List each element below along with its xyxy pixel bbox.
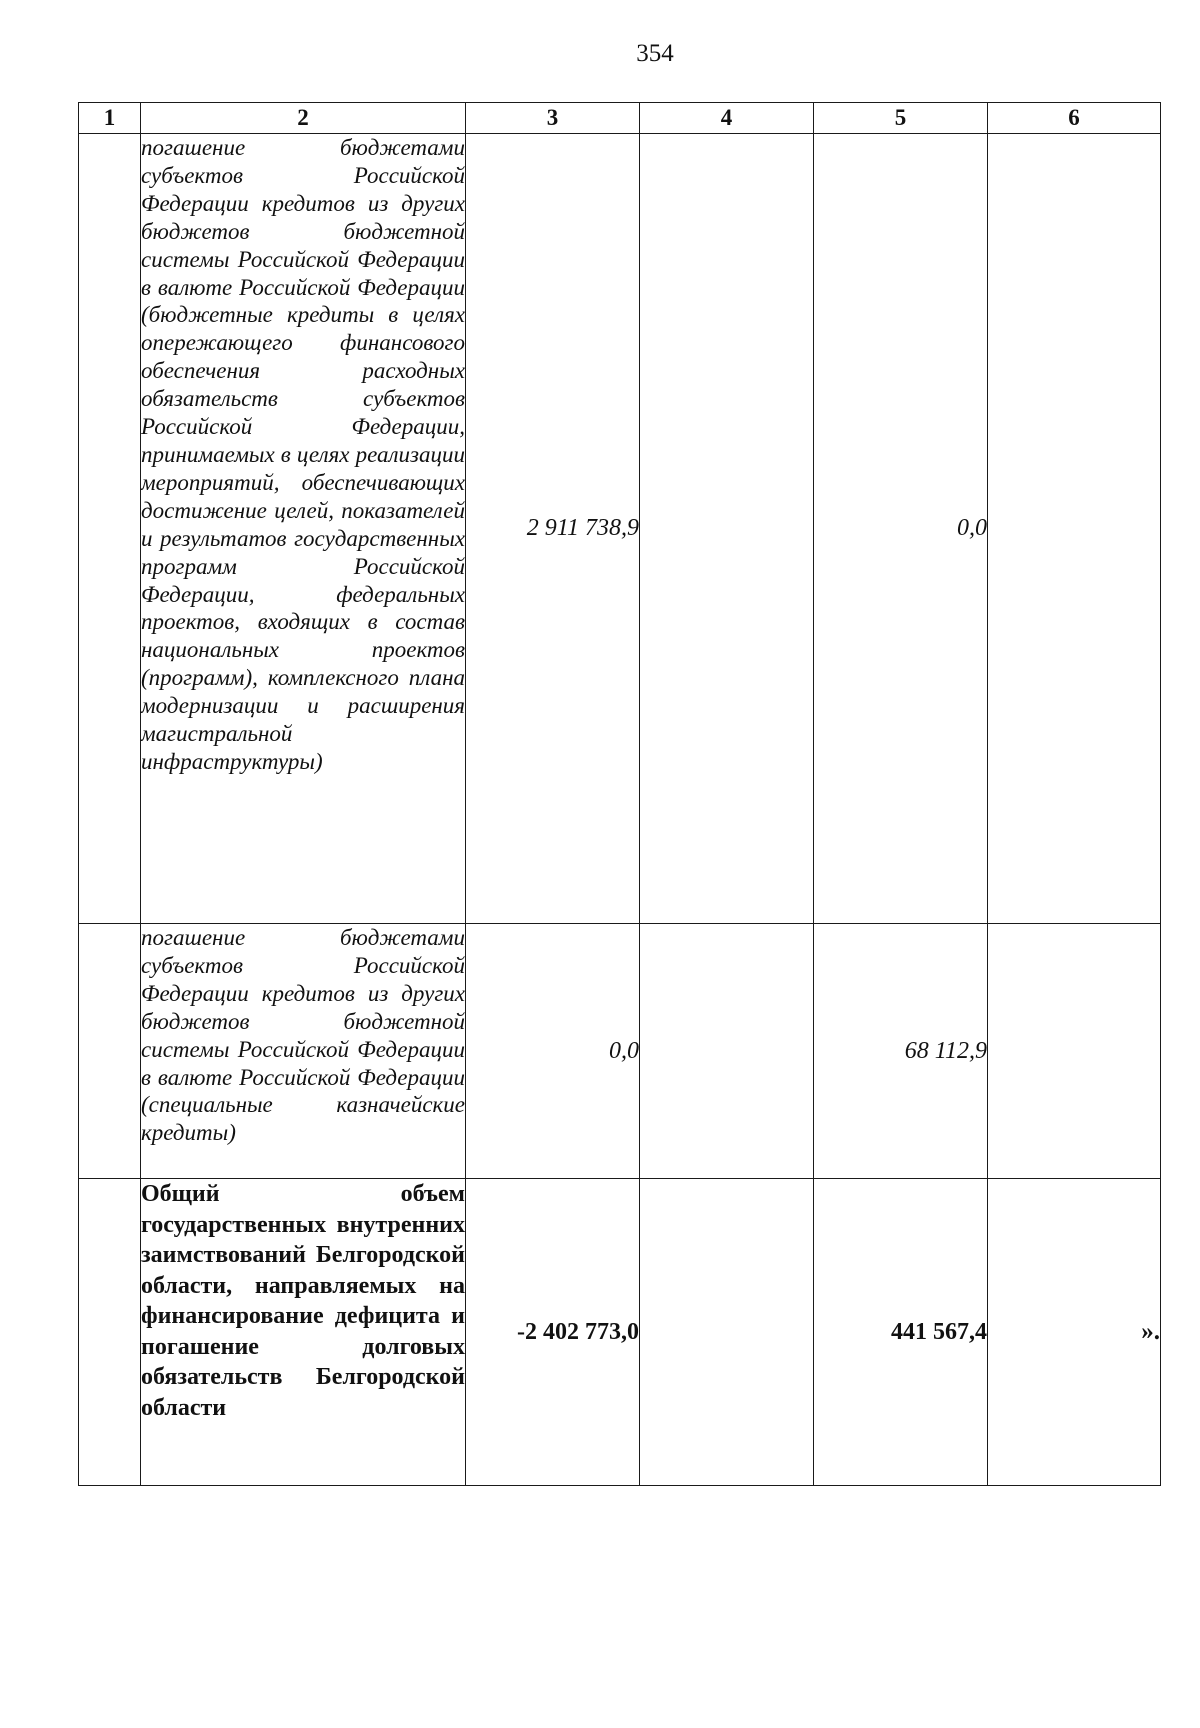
value-col-5: 0,0	[814, 134, 988, 924]
value-col-4	[640, 134, 814, 924]
row-index-cell	[79, 134, 141, 924]
closing-quote-mark: ».	[988, 1179, 1161, 1486]
table-header-row	[79, 103, 1161, 134]
header-col-1: 1	[79, 103, 141, 134]
header-col-2: 2	[141, 103, 466, 134]
header-col-4: 4	[640, 103, 814, 134]
page-number: 354	[636, 40, 674, 67]
table-row	[79, 134, 1161, 924]
value-col-3: 2 911 738,9	[466, 134, 640, 924]
row-description: погашение бюджетами субъектов Российской Федерации кредитов из других бюджетов бюджетной системы Российской Федерации в валюте Российской Федерации (специальные казначейские кредиты)	[141, 924, 466, 1179]
total-col-5: 441 567,4	[814, 1179, 988, 1486]
total-description: Общий объем государственных внутренних заимствований Белгородской области, направляемых на финансирование дефицита и погашение долговых обязательств Белгородской области	[141, 1179, 466, 1486]
value-col-6	[988, 924, 1161, 1179]
row-index-cell	[79, 924, 141, 1179]
header-col-6: 6	[988, 103, 1161, 134]
row-index-cell	[79, 1179, 141, 1486]
header-col-5: 5	[814, 103, 988, 134]
value-col-3: 0,0	[466, 924, 640, 1179]
table-row	[79, 924, 1161, 1179]
value-col-6	[988, 134, 1161, 924]
total-col-4	[640, 1179, 814, 1486]
table-total-row	[79, 1179, 1161, 1486]
total-col-3: -2 402 773,0	[466, 1179, 640, 1486]
value-col-5: 68 112,9	[814, 924, 988, 1179]
value-col-4	[640, 924, 814, 1179]
borrowing-table	[78, 102, 1161, 1486]
header-col-3: 3	[466, 103, 640, 134]
row-description: погашение бюджетами субъектов Российской Федерации кредитов из других бюджетов бюджетной системы Российской Федерации в валюте Российской Федерации (бюджетные кредиты в целях опережающего финансового обеспечения расходных обязательств субъектов Российской Федерации, принимаемых в целях реализации мероприятий, обеспечивающих достижение целей, показателей и результатов государственных программ Российской Федерации, федеральных проектов, входящих в состав национальных проектов (программ), комплексного плана модернизации и расширения магистральной инфраструктуры)	[141, 134, 466, 924]
